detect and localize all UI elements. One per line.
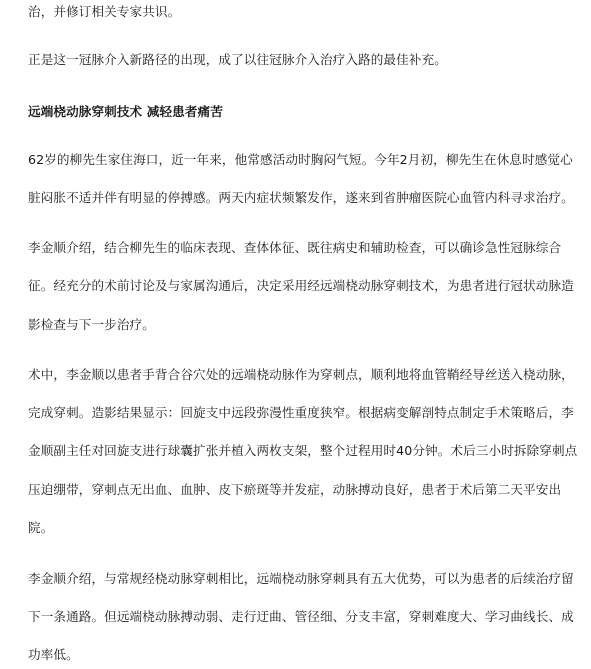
advantages-paragraph-line-3: 功率低。 [28,647,79,662]
procedure-paragraph-line-4: 压迫绷带，穿刺点无出血、血肿、皮下瘀斑等并发症，动脉搏动良好，患者于术后第二天平安出 [28,482,562,497]
advantages-paragraph-line-2: 下一条通路。但远端桡动脉搏动弱、走行迂曲、管径细、分支丰富，穿刺难度大、学习曲线长、成 [28,609,574,624]
procedure-paragraph-line-2: 完成穿刺。造影结果显示：回旋支中远段弥漫性重度狭窄。根据病变解剖特点制定手术策略后，李 [28,405,574,420]
intro-paragraph: 正是这一冠脉介入新路径的出现，成了以往冠脉介入治疗入路的最佳补充。 [28,52,447,67]
procedure-paragraph-line-1: 术中，李金顺以患者手背合谷穴处的远端桡动脉作为穿刺点，顺利地将血管鞘经导丝送入桡动脉， [28,367,574,382]
paragraph-tail-line: 治，并修订相关专家共识。 [28,4,181,19]
advantages-paragraph-line-1: 李金顺介绍，与常规经桡动脉穿刺相比，远端桡动脉穿刺具有五大优势，可以为患者的后续治疗留 [28,571,574,586]
section-heading: 远端桡动脉穿刺技术 减轻患者痛苦 [28,104,223,119]
case-paragraph-line-1: 62岁的柳先生家住海口，近一年来，他常感活动时胸闷气短。今年2月初，柳先生在休息时感觉心 [28,152,573,167]
procedure-paragraph-line-3: 金顺副主任对回旋支进行球囊扩张并植入两枚支架，整个过程用时40分钟。术后三小时拆除穿刺点 [28,443,578,458]
diagnosis-paragraph-line-1: 李金顺介绍，结合柳先生的临床表现、查体体征、既往病史和辅助检查，可以确诊急性冠脉综合 [28,240,562,255]
diagnosis-paragraph-line-3: 影检查与下一步治疗。 [28,317,155,332]
diagnosis-paragraph-line-2: 征。经充分的术前讨论及与家属沟通后，决定采用经远端桡动脉穿刺技术，为患者进行冠状动脉造 [28,278,574,293]
case-paragraph-line-2: 脏闷胀不适并伴有明显的停搏感。两天内症状频繁发作，遂来到省肿瘤医院心血管内科寻求治疗。 [28,190,574,205]
procedure-paragraph-line-5: 院。 [28,520,54,535]
